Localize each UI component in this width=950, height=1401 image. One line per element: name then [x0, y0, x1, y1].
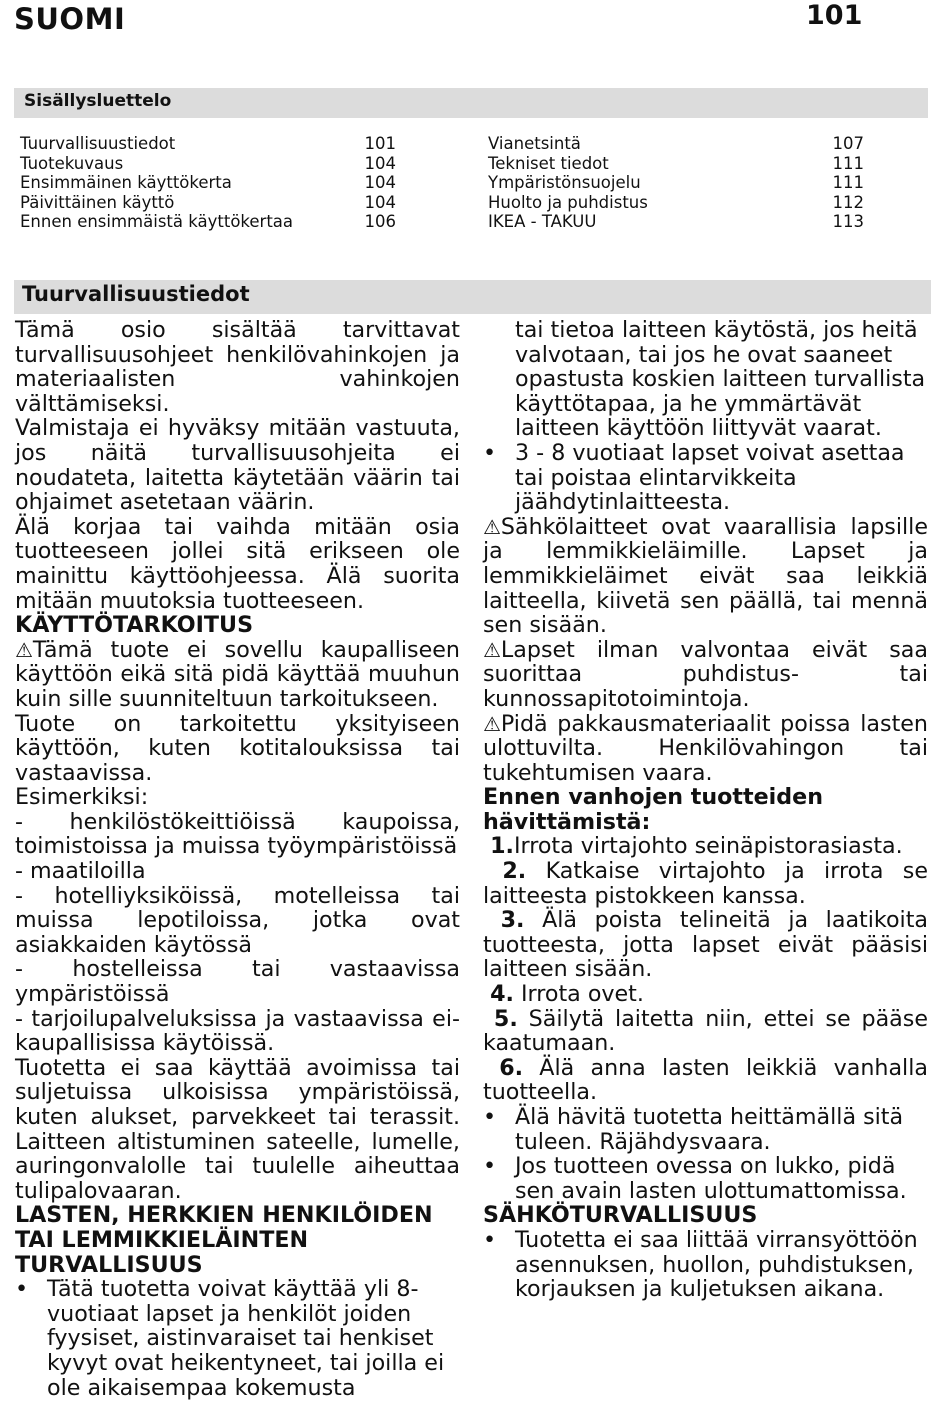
warning-icon: ⚠	[483, 711, 501, 736]
paragraph: - maatiloilla	[15, 858, 146, 885]
bullet-item: • Älä hävitä tuotetta heittämällä sitä tuleen. Räjähdysvaara.	[483, 1105, 928, 1154]
toc-entry[interactable]	[488, 212, 864, 232]
step-item	[483, 859, 928, 908]
paragraph: Älä korjaa tai vaihda mitään osia tuotteeseen jollei sitä erikseen ole mainittu käyttöohjeessa. Älä suorita mitään muutoksia tuotteeseen.	[15, 513, 460, 614]
paragraph: Tuotetta ei saa käyttää avoimissa tai suljetuissa ulkoisissa ympäristöissä, kuten alukset, parvekkeet tai terassit. Laitteen altistuminen sateelle, lumelle, auringonvalolle tai tuulelle aiheuttaa tulipalovaaran.	[15, 1054, 460, 1204]
toc-entry-page: 104	[364, 192, 396, 212]
subheading-intended-use: KÄYTTÖTARKOITUS	[15, 612, 254, 639]
subheading-electrical-safety: SÄHKÖTURVALLISUUS	[483, 1202, 758, 1229]
step-item	[483, 1007, 928, 1056]
step-text: Älä poista telineitä ja laatikoita tuotteesta, jotta lapset eivät pääsisi laitteen sisään.	[483, 907, 928, 983]
toc-entry[interactable]	[488, 134, 864, 154]
bullet-item: • 3 - 8 vuotiaat lapset voivat asettaa tai poistaa elintarvikkeita jäähdytinlaitteesta.	[483, 441, 928, 515]
right-text-column	[483, 318, 928, 1302]
warning-icon: ⚠	[15, 637, 33, 662]
toc-entry-label: Ympäristönsuojelu	[488, 173, 641, 193]
toc-entry-page: 104	[364, 153, 396, 173]
step-number: 5.	[493, 1005, 518, 1032]
step-number: 6.	[499, 1054, 524, 1081]
bullet-item: • Tuotetta ei saa liittää virransyöttöön asennuksen, huollon, puhdistuksen, korjauksen ja kuljetuksen aikana.	[483, 1228, 928, 1302]
language-heading: SUOMI	[14, 2, 126, 36]
warning-text: Sähkölaitteet ovat vaarallisia lapsille ja lemmikkieläimille. Lapset ja lemmikkieläimet eivät saa leikkiä laitteella, kiivetä sen päällä, tai mennä sen sisään.	[483, 513, 928, 639]
toc-entry[interactable]	[20, 154, 396, 174]
warning-paragraph	[483, 712, 928, 786]
toc-entry-page: 101	[364, 134, 396, 153]
paragraph: - hostelleissa tai vastaavissa ympäristöissä	[15, 956, 460, 1008]
step-text: Säilytä laitetta niin, ettei se pääse kaatumaan.	[483, 1005, 928, 1057]
toc-entry-page: 112	[832, 192, 864, 212]
toc-entry-label: Vianetsintä	[488, 134, 581, 153]
step-text: Älä anna lasten leikkiä vanhalla tuotteella.	[483, 1054, 928, 1106]
step-item	[483, 982, 928, 1007]
toc-entry[interactable]	[20, 193, 396, 213]
bullet-item: • Jos tuotteen ovessa on lukko, pidä sen avain lasten ulottumattomissa.	[483, 1154, 928, 1203]
warning-text: Pidä pakkausmateriaalit poissa lasten ulottuvilta. Henkilövahingon tai tukehtumisen vaara.	[483, 710, 928, 786]
toc-entry-page: 111	[832, 173, 864, 193]
bullet-item: • Tätä tuotetta voivat käyttää yli 8-vuotiaat lapset ja henkilöt joiden fyysiset, aistinvaraiset tai henkiset kyvyt ovat heikentyneet, tai joilla ei ole aikaisempaa kokemusta	[15, 1277, 460, 1400]
toc-entry-label: Tekniset tiedot	[488, 153, 609, 173]
step-number: 4.	[490, 981, 514, 1008]
toc-entry-page: 106	[364, 212, 396, 232]
toc-entry-label: Ennen ensimmäistä käyttökertaa	[20, 212, 294, 232]
toc-entry-page: 113	[832, 212, 864, 232]
toc-entry[interactable]	[20, 134, 396, 154]
section-title: Tuurvallisuustiedot	[14, 280, 931, 314]
toc-entry-page: 107	[832, 134, 864, 153]
toc-entry-label: IKEA - TAKUU	[488, 212, 597, 232]
warning-paragraph	[483, 638, 928, 712]
warning-text: Lapset ilman valvontaa eivät saa suorittaa puhdistus- tai kunnossapitotoimintoja.	[483, 636, 928, 712]
paragraph: Tuote on tarkoitettu yksityiseen käyttöön, kuten kotitalouksissa tai vastaavissa.	[15, 710, 460, 786]
toc-entry-page: 111	[832, 153, 864, 173]
toc-entry-label: Huolto ja puhdistus	[488, 192, 648, 212]
step-number: 3.	[500, 907, 525, 934]
paragraph: Valmistaja ei hyväksy mitään vastuuta, jos näitä turvallisuusohjeita ei noudateta, laitetta käytetään väärin tai ohjaimet asetetaan väärin.	[15, 415, 460, 516]
toc-right-column	[488, 134, 864, 232]
warning-icon: ⚠	[483, 514, 501, 539]
step-item	[483, 1056, 928, 1105]
toc-entry[interactable]	[20, 173, 396, 193]
toc-entry-label: Tuotekuvaus	[20, 153, 124, 173]
toc-entry-page: 104	[364, 173, 396, 193]
paragraph: - henkilöstökeittiöissä kaupoissa, toimistoissa ja muissa työympäristöissä	[15, 808, 460, 860]
warning-icon: ⚠	[483, 637, 501, 662]
step-item	[483, 834, 928, 859]
toc-entry-label: Tuurvallisuustiedot	[20, 134, 176, 153]
toc-title: Sisällysluettelo	[14, 88, 928, 118]
left-text-column	[15, 318, 460, 1400]
paragraph: - hotelliyksiköissä, motelleissa tai muissa lepotiloissa, jotka ovat asiakkaiden käytössä	[15, 882, 460, 958]
toc-left-column	[20, 134, 396, 232]
paragraph: Esimerkiksi:	[15, 784, 149, 811]
toc-entry[interactable]	[20, 212, 396, 232]
warning-paragraph	[15, 638, 460, 712]
step-number: 1.	[490, 833, 514, 860]
step-item	[483, 908, 928, 982]
subheading-children-safety: LASTEN, HERKKIEN HENKILÖIDEN TAI LEMMIKKIELÄINTEN TURVALLISUUS	[15, 1202, 433, 1278]
page-number: 101	[806, 0, 863, 31]
toc-entry[interactable]	[488, 154, 864, 174]
step-number: 2.	[502, 858, 527, 885]
toc-entry-label: Ensimmäinen käyttökerta	[20, 173, 232, 193]
toc-entry[interactable]	[488, 173, 864, 193]
step-text: Irrota virtajohto seinäpistorasiasta.	[513, 833, 903, 860]
subheading-disposal: Ennen vanhojen tuotteiden hävittämistä:	[483, 784, 823, 835]
bullet-continuation: tai tietoa laitteen käytöstä, jos heitä valvotaan, tai jos he ovat saaneet opastusta koskien laitteen turvallista käyttötapaa, ja he ymmärtävät laitteen käyttöön liittyvät vaarat.	[515, 317, 926, 442]
warning-paragraph	[483, 515, 928, 638]
warning-text: Tämä tuote ei sovellu kaupalliseen käyttöön eikä sitä pidä käyttää muuhun kuin sille suunniteltuun tarkoitukseen.	[15, 636, 460, 712]
step-text: Irrota ovet.	[513, 981, 644, 1008]
toc-entry[interactable]	[488, 193, 864, 213]
paragraph: Tämä osio sisältää tarvittavat turvallisuusohjeet henkilövahinkojen ja materiaalisten vahinkojen välttämiseksi.	[15, 317, 460, 417]
paragraph: - tarjoilupalveluksissa ja vastaavissa ei-kaupallisissa käytöissä.	[15, 1005, 460, 1057]
toc-entry-label: Päivittäinen käyttö	[20, 192, 175, 212]
step-text: Katkaise virtajohto ja irrota se laitteesta pistokkeen kanssa.	[483, 858, 929, 909]
